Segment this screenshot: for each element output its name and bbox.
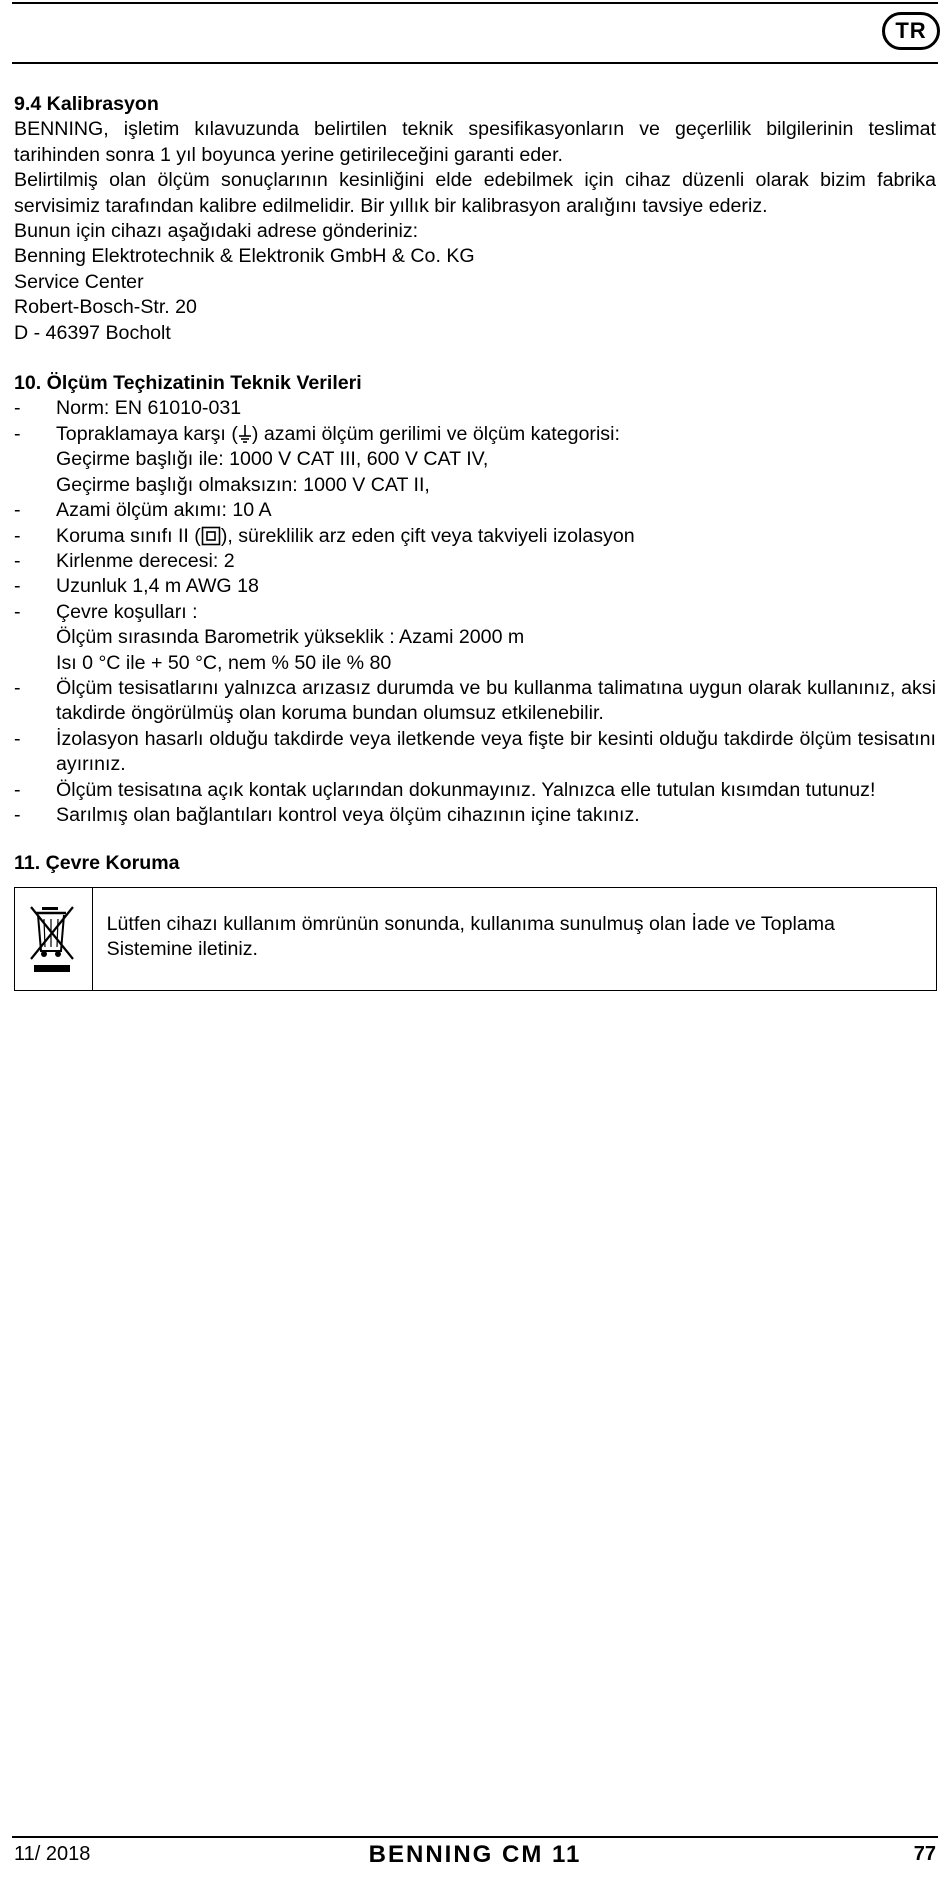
list-item: - Sarılmış olan bağlantıları kontrol veya ölçüm cihazının içine takınız. — [14, 803, 640, 826]
list-subitem: Geçirme başlığı olmaksızın: 1000 V CAT II, — [56, 473, 430, 496]
address-line-company: Benning Elektrotechnik & Elektronik GmbH & Co. KG — [14, 245, 475, 268]
calibration-warranty-paragraph: BENNING, işletim kılavuzunda belirtilen teknik spesifikasyonların ve geçerlilik bilgilerinin teslimat tarihinden sonra 1 yıl boyunca yerine getirileceğini garanti eder. — [14, 118, 936, 166]
list-item: - Ölçüm tesisatına açık kontak uçlarından dokunmayınız. Yalnızca elle tutulan kısımdan tutunuz! — [14, 778, 876, 801]
list-item: - Koruma sınıfı II ( ), süreklilik arz eden çift veya takviyeli izolasyon — [14, 524, 635, 547]
list-item: - Norm: EN 61010-031 — [14, 397, 242, 420]
send-address-intro: Bunun için cihazı aşağıdaki adrese gönderiniz: — [14, 220, 419, 243]
header-rule — [12, 62, 938, 64]
footer-brand: BENNING CM 11 — [368, 1841, 582, 1868]
address-line-street: Robert-Bosch-Str. 20 — [14, 296, 197, 319]
ground-symbol-icon — [238, 424, 252, 444]
language-badge: TR — [882, 12, 940, 50]
list-subitem: Ölçüm sırasında Barometrik yükseklik : Azami 2000 m — [56, 626, 525, 649]
footer-rule — [12, 1836, 938, 1838]
top-rule — [12, 2, 938, 4]
list-item: - Çevre koşulları : — [14, 600, 198, 623]
list-item: - Kirlenme derecesi: 2 — [14, 549, 235, 572]
list-item: - Uzunluk 1,4 m AWG 18 — [14, 575, 259, 598]
section-11-title: 11. Çevre Koruma — [14, 852, 180, 875]
list-subitem: Geçirme başlığı ile: 1000 V CAT III, 600 V CAT IV, — [56, 448, 489, 471]
address-line-city: D - 46397 Bocholt — [14, 321, 171, 344]
address-line-service: Service Center — [14, 270, 144, 293]
technical-data-list — [14, 396, 936, 828]
page-footer — [14, 1843, 936, 1873]
list-subitem: Isı 0 °C ile + 50 °C, nem % 50 ile % 80 — [56, 651, 392, 674]
section-9-4-title: 9.4 Kalibrasyon — [14, 93, 159, 115]
footer-date: 11/ 2018 — [14, 1843, 91, 1865]
list-item: - Ölçüm tesisatlarını yalnızca arızasız durumda ve bu kullanma talimatına uygun olarak kullanınız, aksi takdirde öngörülmüş olan koruma bundan olumsuz etkilenebilir. — [14, 676, 936, 725]
calibration-interval-paragraph: Belirtilmiş olan ölçüm sonuçlarının kesinliğini elde edebilmek için cihaz düzenli olarak bizim fabrika servisimiz tarafından kalibre edilmelidir. Bir yıllık bir kalibrasyon aralığını tavsiye ederiz. — [14, 169, 936, 217]
weee-icon-cell — [15, 888, 93, 990]
environment-notice-box — [14, 887, 937, 991]
environment-notice-text: Lütfen cihazı kullanım ömrünün sonunda, kullanıma sunulmuş olan İade ve Toplama Sistemine iletiniz. — [106, 912, 835, 961]
double-insulation-icon — [201, 526, 221, 546]
list-item: - İzolasyon hasarlı olduğu takdirde veya iletkende veya fişte bir kesinti olduğu takdirde ölçüm tesisatını ayırınız. — [14, 727, 936, 776]
page-number: 77 — [913, 1843, 936, 1865]
section-10-title: 10. Ölçüm Teçhizatinin Teknik Verileri — [14, 372, 362, 395]
page-content — [14, 92, 936, 991]
crossed-bin-icon — [28, 903, 78, 975]
list-item: - Azami ölçüm akımı: 10 A — [14, 499, 272, 522]
list-item: - Topraklamaya karşı ( ) azami ölçüm gerilimi ve ölçüm kategorisi: — [14, 422, 620, 445]
